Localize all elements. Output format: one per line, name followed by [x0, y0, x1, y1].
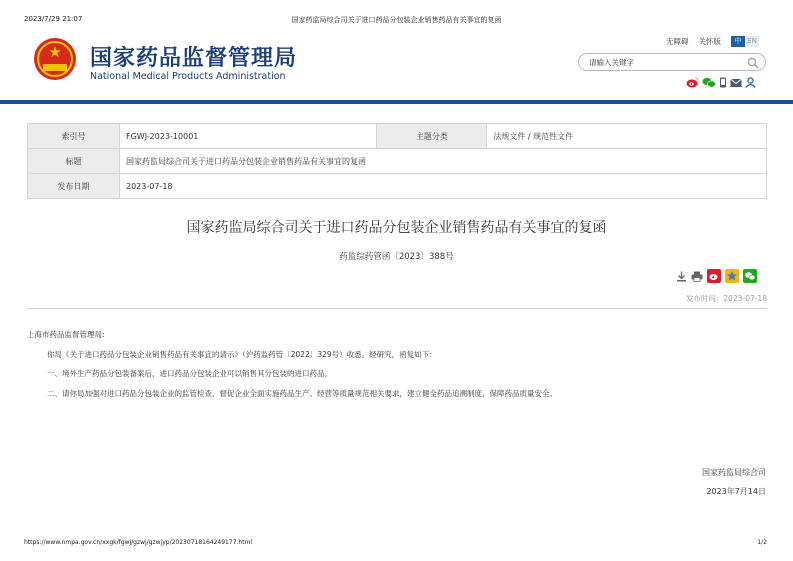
content-divider [27, 308, 767, 309]
share-weibo-icon[interactable] [707, 269, 721, 283]
accessibility-link[interactable]: 无障碍 [666, 37, 689, 46]
title-label: 标题 [28, 149, 120, 174]
care-mode-link[interactable]: 关怀版 [698, 37, 721, 46]
lang-zh-button[interactable]: 中 [731, 36, 745, 47]
print-timestamp: 2023/7/29 21:07 [24, 15, 83, 23]
signature-date: 2023年7月14日 [706, 487, 766, 496]
date-value: 2023-07-18 [120, 174, 767, 199]
table-row [28, 174, 767, 199]
weibo-icon[interactable] [686, 77, 699, 88]
document-meta-table [27, 123, 767, 199]
table-row [28, 149, 767, 174]
paragraph-1: 你局《关于进口药品分包装企业销售药品有关事宜的请示》（沪药监药管〔2022〕329号）收悉。经研究，函复如下： [47, 350, 437, 359]
document-number: 药监综药管函〔2023〕388号 [339, 252, 454, 262]
print-icon[interactable] [691, 271, 703, 282]
wechat-icon[interactable] [702, 77, 716, 88]
download-icon[interactable] [676, 271, 687, 282]
language-switch [731, 36, 759, 47]
share-wechat-icon[interactable] [743, 269, 757, 283]
index-label: 索引号 [28, 124, 120, 149]
site-name-cn[interactable]: 国家药品监督管理局 [90, 46, 298, 71]
mail-icon[interactable] [730, 78, 742, 88]
lang-en-button[interactable]: EN [745, 36, 759, 47]
share-qzone-icon[interactable] [725, 269, 739, 283]
paragraph-2: 一、境外生产药品分包装备案后，进口药品分包装企业可以销售其分包装的进口药品。 [47, 369, 332, 378]
title-value: 国家药监局综合司关于进口药品分包装企业销售药品有关事宜的复函 [120, 149, 767, 174]
print-header-title: 国家药监局综合司关于进口药品分包装企业销售药品有关事宜的复函 [291, 16, 502, 24]
index-value: FGWJ-2023-10001 [120, 124, 377, 149]
article-title: 国家药监局综合司关于进口药品分包装企业销售药品有关事宜的复函 [186, 220, 607, 236]
topic-value: 法规文件 / 规范性文件 [487, 124, 767, 149]
table-row [28, 124, 767, 149]
paragraph-3: 二、请你局加强对进口药品分包装企业的监管检查，督促企业全面实施药品生产、经营等质量规范相关要求，建立健全药品追溯制度，保障药品质量安全。 [47, 389, 557, 398]
national-emblem-icon[interactable]: ★ [34, 38, 76, 80]
header-divider [0, 100, 793, 104]
search-box [578, 53, 766, 71]
search-icon[interactable] [747, 57, 759, 69]
print-footer-url: https://www.nmpa.gov.cn/xxgk/fgwj/gzwj/gzwjyp/20230718164249177.html [24, 539, 253, 546]
social-links [686, 77, 759, 88]
mobile-icon[interactable] [719, 77, 727, 88]
top-links [656, 36, 759, 47]
user-icon[interactable] [745, 77, 756, 88]
date-label: 发布日期 [28, 174, 120, 199]
topic-label: 主题分类 [377, 124, 487, 149]
salutation: 上海市药品监督管理局: [27, 330, 105, 339]
publish-time: 发布时间：2023-07-18 [685, 294, 767, 303]
page-number: 1/2 [757, 539, 767, 546]
article-tools [676, 269, 761, 283]
search-input[interactable] [589, 56, 739, 68]
signature-org: 国家药监局综合司 [702, 468, 766, 477]
site-name-en[interactable]: National Medical Products Administration [90, 71, 286, 82]
